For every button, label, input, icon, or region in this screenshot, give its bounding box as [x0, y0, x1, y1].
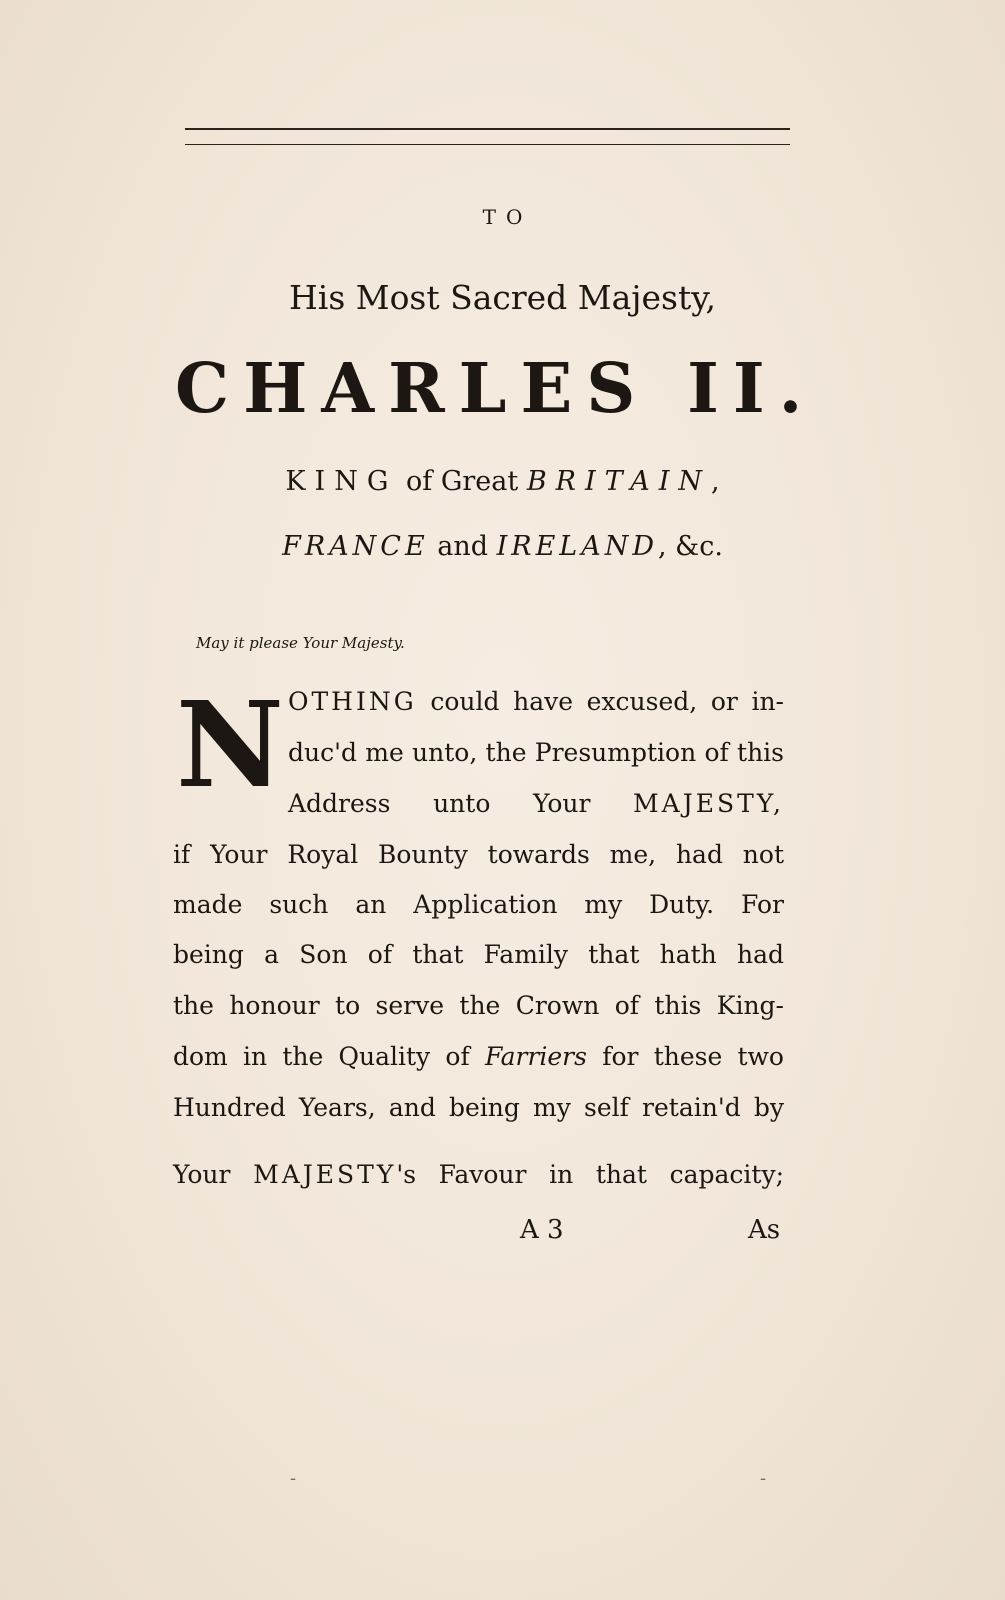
and-word: and [428, 531, 497, 562]
body-line-2: duc'd me unto, the Presumption of this [288, 738, 784, 767]
catchword: As [748, 1215, 781, 1245]
body-line-4: if Your Royal Bounty towards me, had not [173, 840, 784, 869]
dedication-to: TO [482, 205, 533, 229]
king-of-text: of Great [397, 466, 527, 497]
majesty-word: MAJESTY, [633, 789, 784, 818]
majesty-word-2: MAJESTY [253, 1160, 397, 1189]
line-8-text-a: dom in the Quality of [173, 1042, 485, 1071]
farriers-word: Farriers [484, 1042, 587, 1071]
left-page-mark: - [290, 1468, 297, 1489]
body-line-7: the honour to serve the Crown of this King- [173, 991, 784, 1020]
monarch-name: CHARLES II. [175, 349, 817, 429]
top-rule [185, 128, 790, 130]
king-word: KING [285, 466, 398, 497]
line-3-text: Address unto Your [288, 789, 634, 818]
right-page-mark: - [760, 1468, 767, 1489]
king-line-comma: , [711, 466, 720, 497]
line-1-text: could have excused, or in- [416, 687, 784, 716]
body-line-3 [288, 784, 784, 824]
king-title-line [0, 466, 1005, 497]
body-line-5: made such an Application my Duty. For [173, 890, 784, 919]
nothing-word: OTHING [288, 687, 417, 716]
britain-word: BRITAIN [526, 466, 711, 497]
bottom-rule [185, 144, 790, 145]
drop-cap: N [176, 675, 284, 814]
realms-line [0, 531, 1005, 562]
signature-mark: A 3 [520, 1215, 564, 1245]
france-word: FRANCE [282, 531, 429, 562]
etc-text: , &c. [658, 531, 723, 562]
ireland-word: IRELAND [496, 531, 658, 562]
body-line-8 [173, 1037, 784, 1077]
salutation: May it please Your Majesty. [196, 634, 405, 652]
line-10-text-a: Your [173, 1160, 254, 1189]
body-line-6: being a Son of that Family that hath had [173, 940, 784, 969]
dedication-address: His Most Sacred Majesty, [289, 278, 716, 317]
line-10-text-c: 's Favour in that capacity; [396, 1160, 784, 1189]
line-8-text-c: for these two [586, 1042, 784, 1071]
body-line-9: Hundred Years, and being my self retain'd by [173, 1093, 784, 1122]
body-line-10 [173, 1155, 784, 1195]
body-line-1 [288, 682, 784, 722]
